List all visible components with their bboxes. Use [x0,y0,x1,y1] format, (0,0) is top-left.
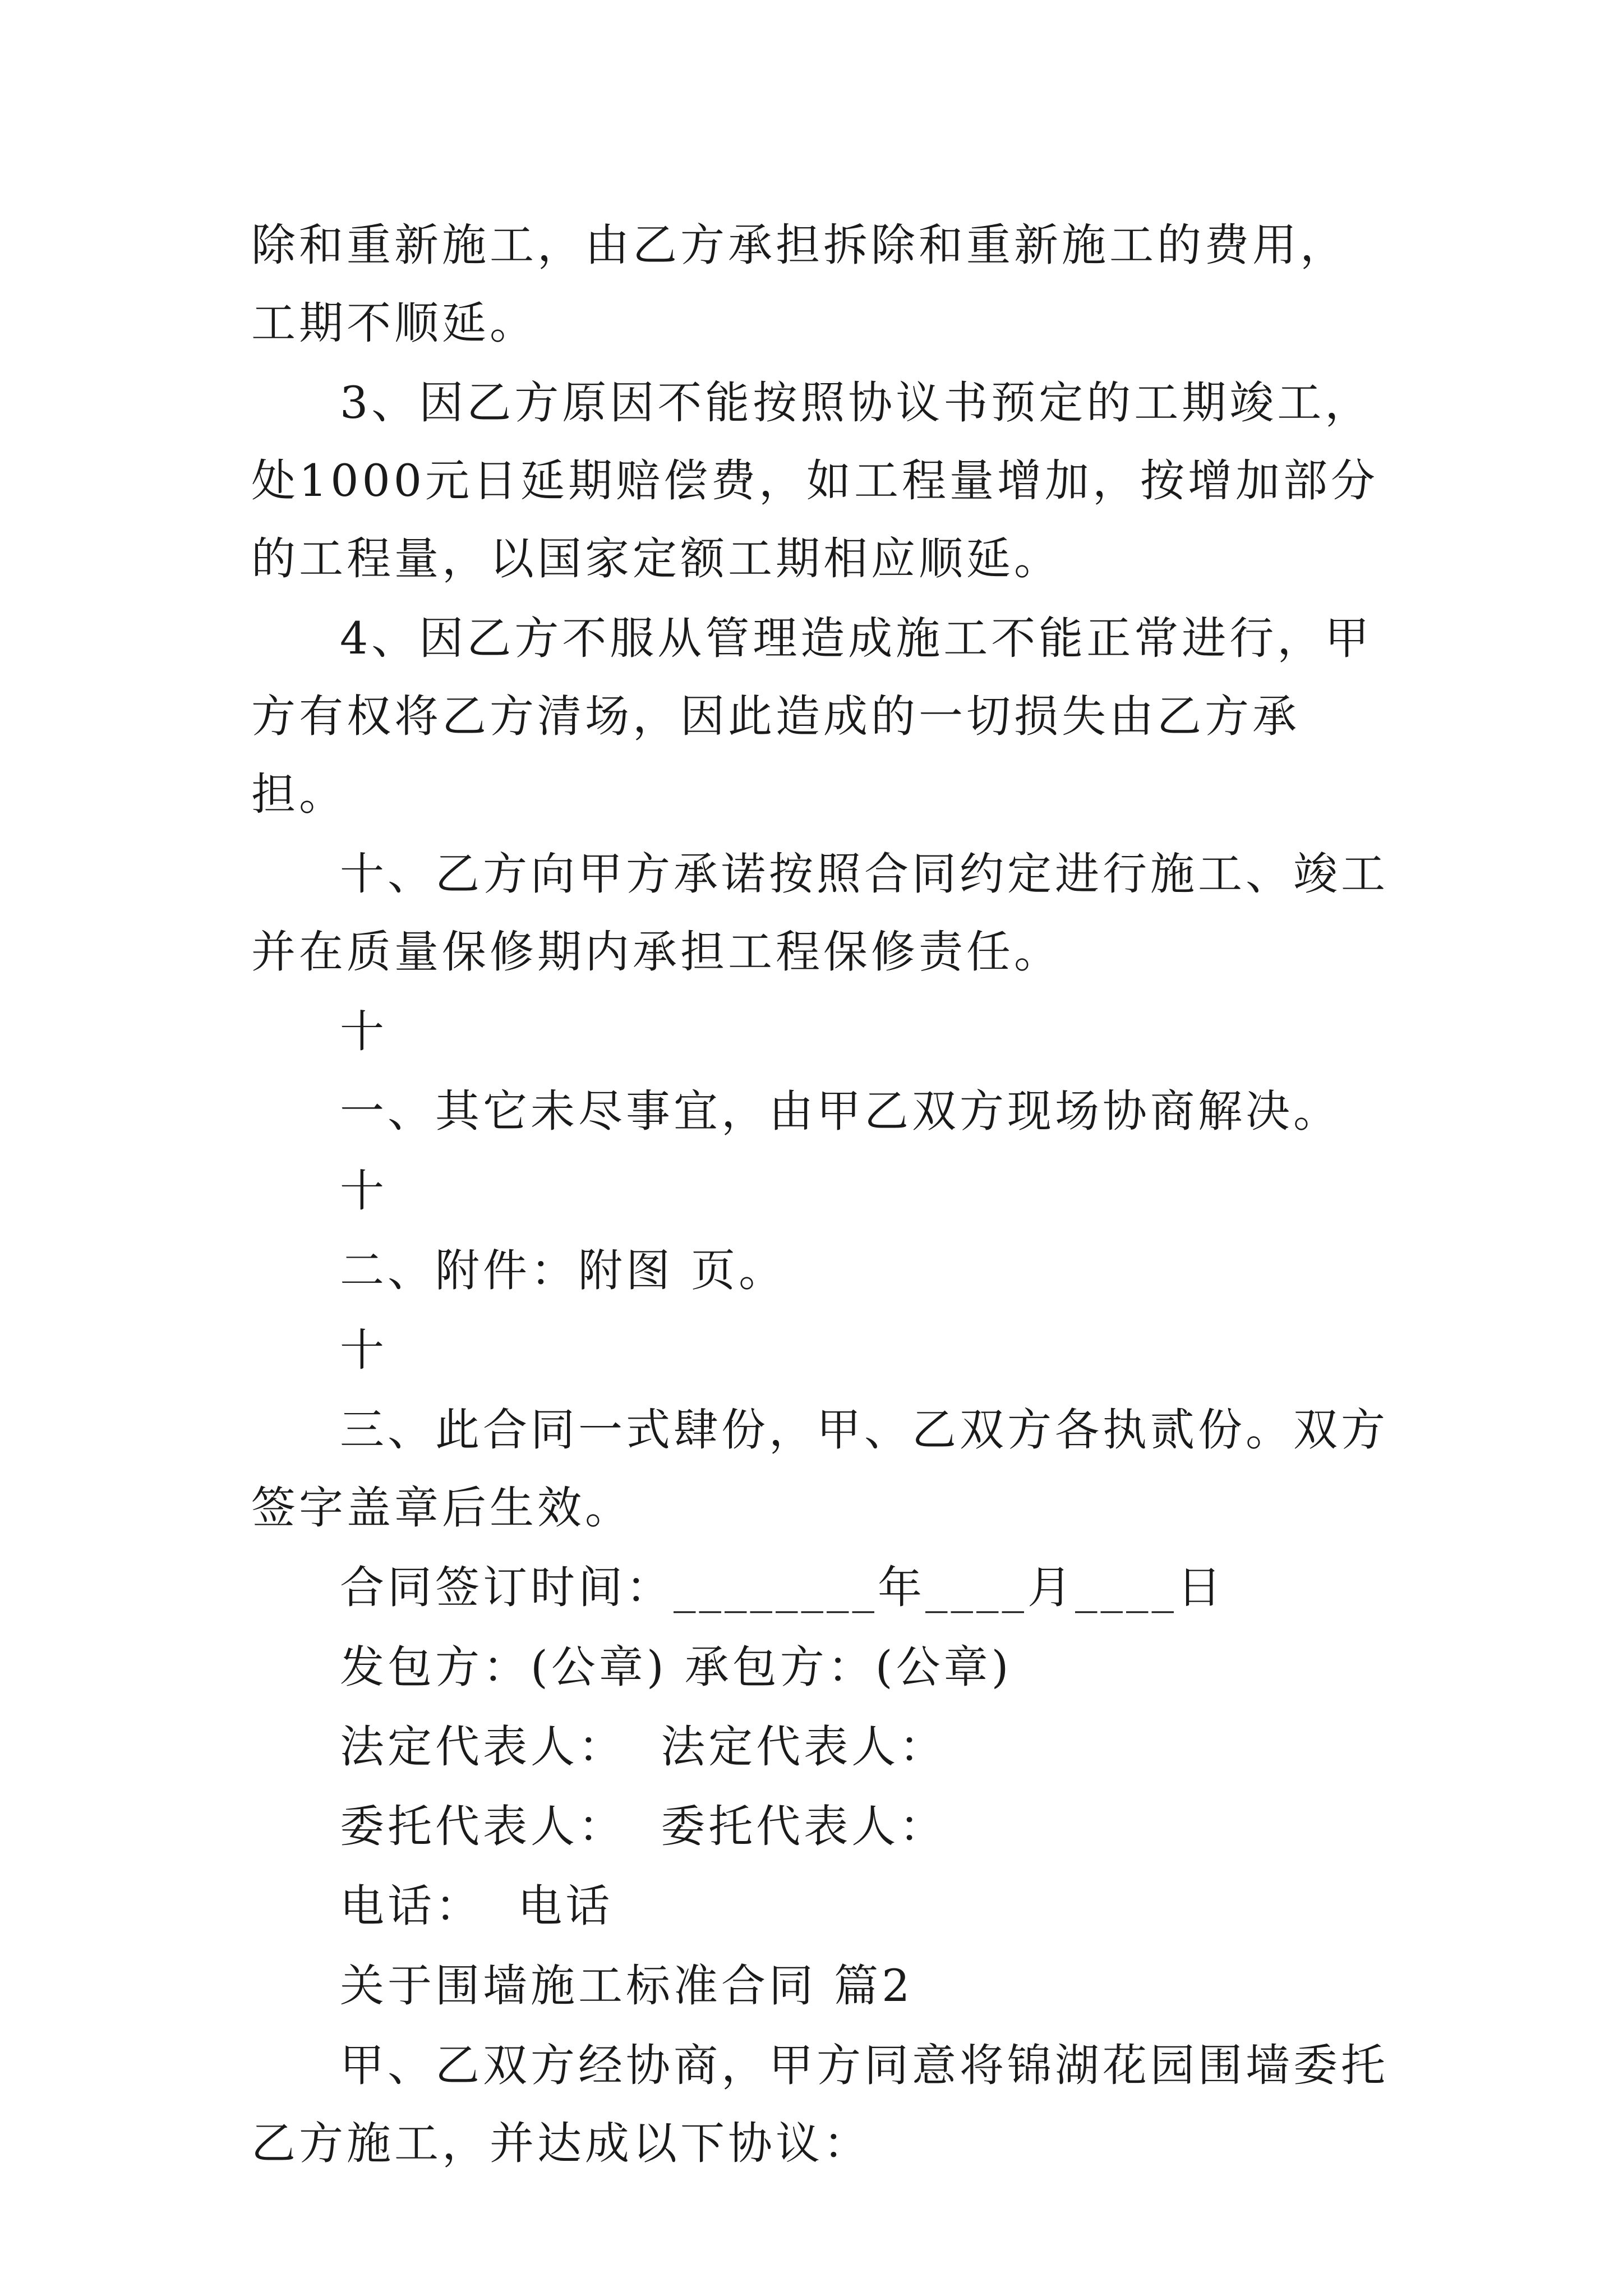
paragraph: 除和重新施工，由乙方承担拆除和重新施工的费用，工期不顺延。 [251,219,1348,349]
paragraph: 甲、乙双方经协商，甲方同意将锦湖花园围墙委托乙方施工，并达成以下协议： [251,2040,1389,2169]
paragraph: 十 [340,1006,388,1057]
document-body [251,206,1391,2183]
paragraph: 十 [340,1324,388,1376]
paragraph: 4、因乙方不服从管理造成施工不能正常进行，甲方有权将乙方清场，因此造成的一切损失由乙方承担。 [251,613,1373,820]
paragraph: 三、此合同一式肆份，甲、乙双方各执贰份。双方签字盖章后生效。 [251,1404,1389,1534]
paragraph: 十 [340,1165,388,1217]
signature-line: 委托代表人： 委托代表人： [340,1801,947,1852]
paragraph: 3、因乙方原因不能按照协议书预定的工期竣工，处1000元日延期赔偿费，如工程量增加，按增加部分的工程量，以国家定额工期相应顺延。 [251,377,1379,585]
paragraph: 十、乙方向甲方承诺按照合同约定进行施工、竣工并在质量保修期内承担工程保修责任。 [251,848,1389,978]
paragraph: 一、其它未尽事宜，由甲乙双方现场协商解决。 [340,1085,1341,1137]
signature-line: 电话： 电话 [340,1880,614,1932]
signature-line: 法定代表人： 法定代表人： [340,1721,947,1773]
paragraph: 二、附件：附图 页。 [340,1245,787,1296]
signature-line: 发包方：(公章) 承包方：(公章) [340,1641,1012,1693]
contract-date-line: 合同签订时间：________年____月____日 [340,1562,1225,1613]
section-title: 关于围墙施工标准合同 篇2 [340,1960,914,2012]
